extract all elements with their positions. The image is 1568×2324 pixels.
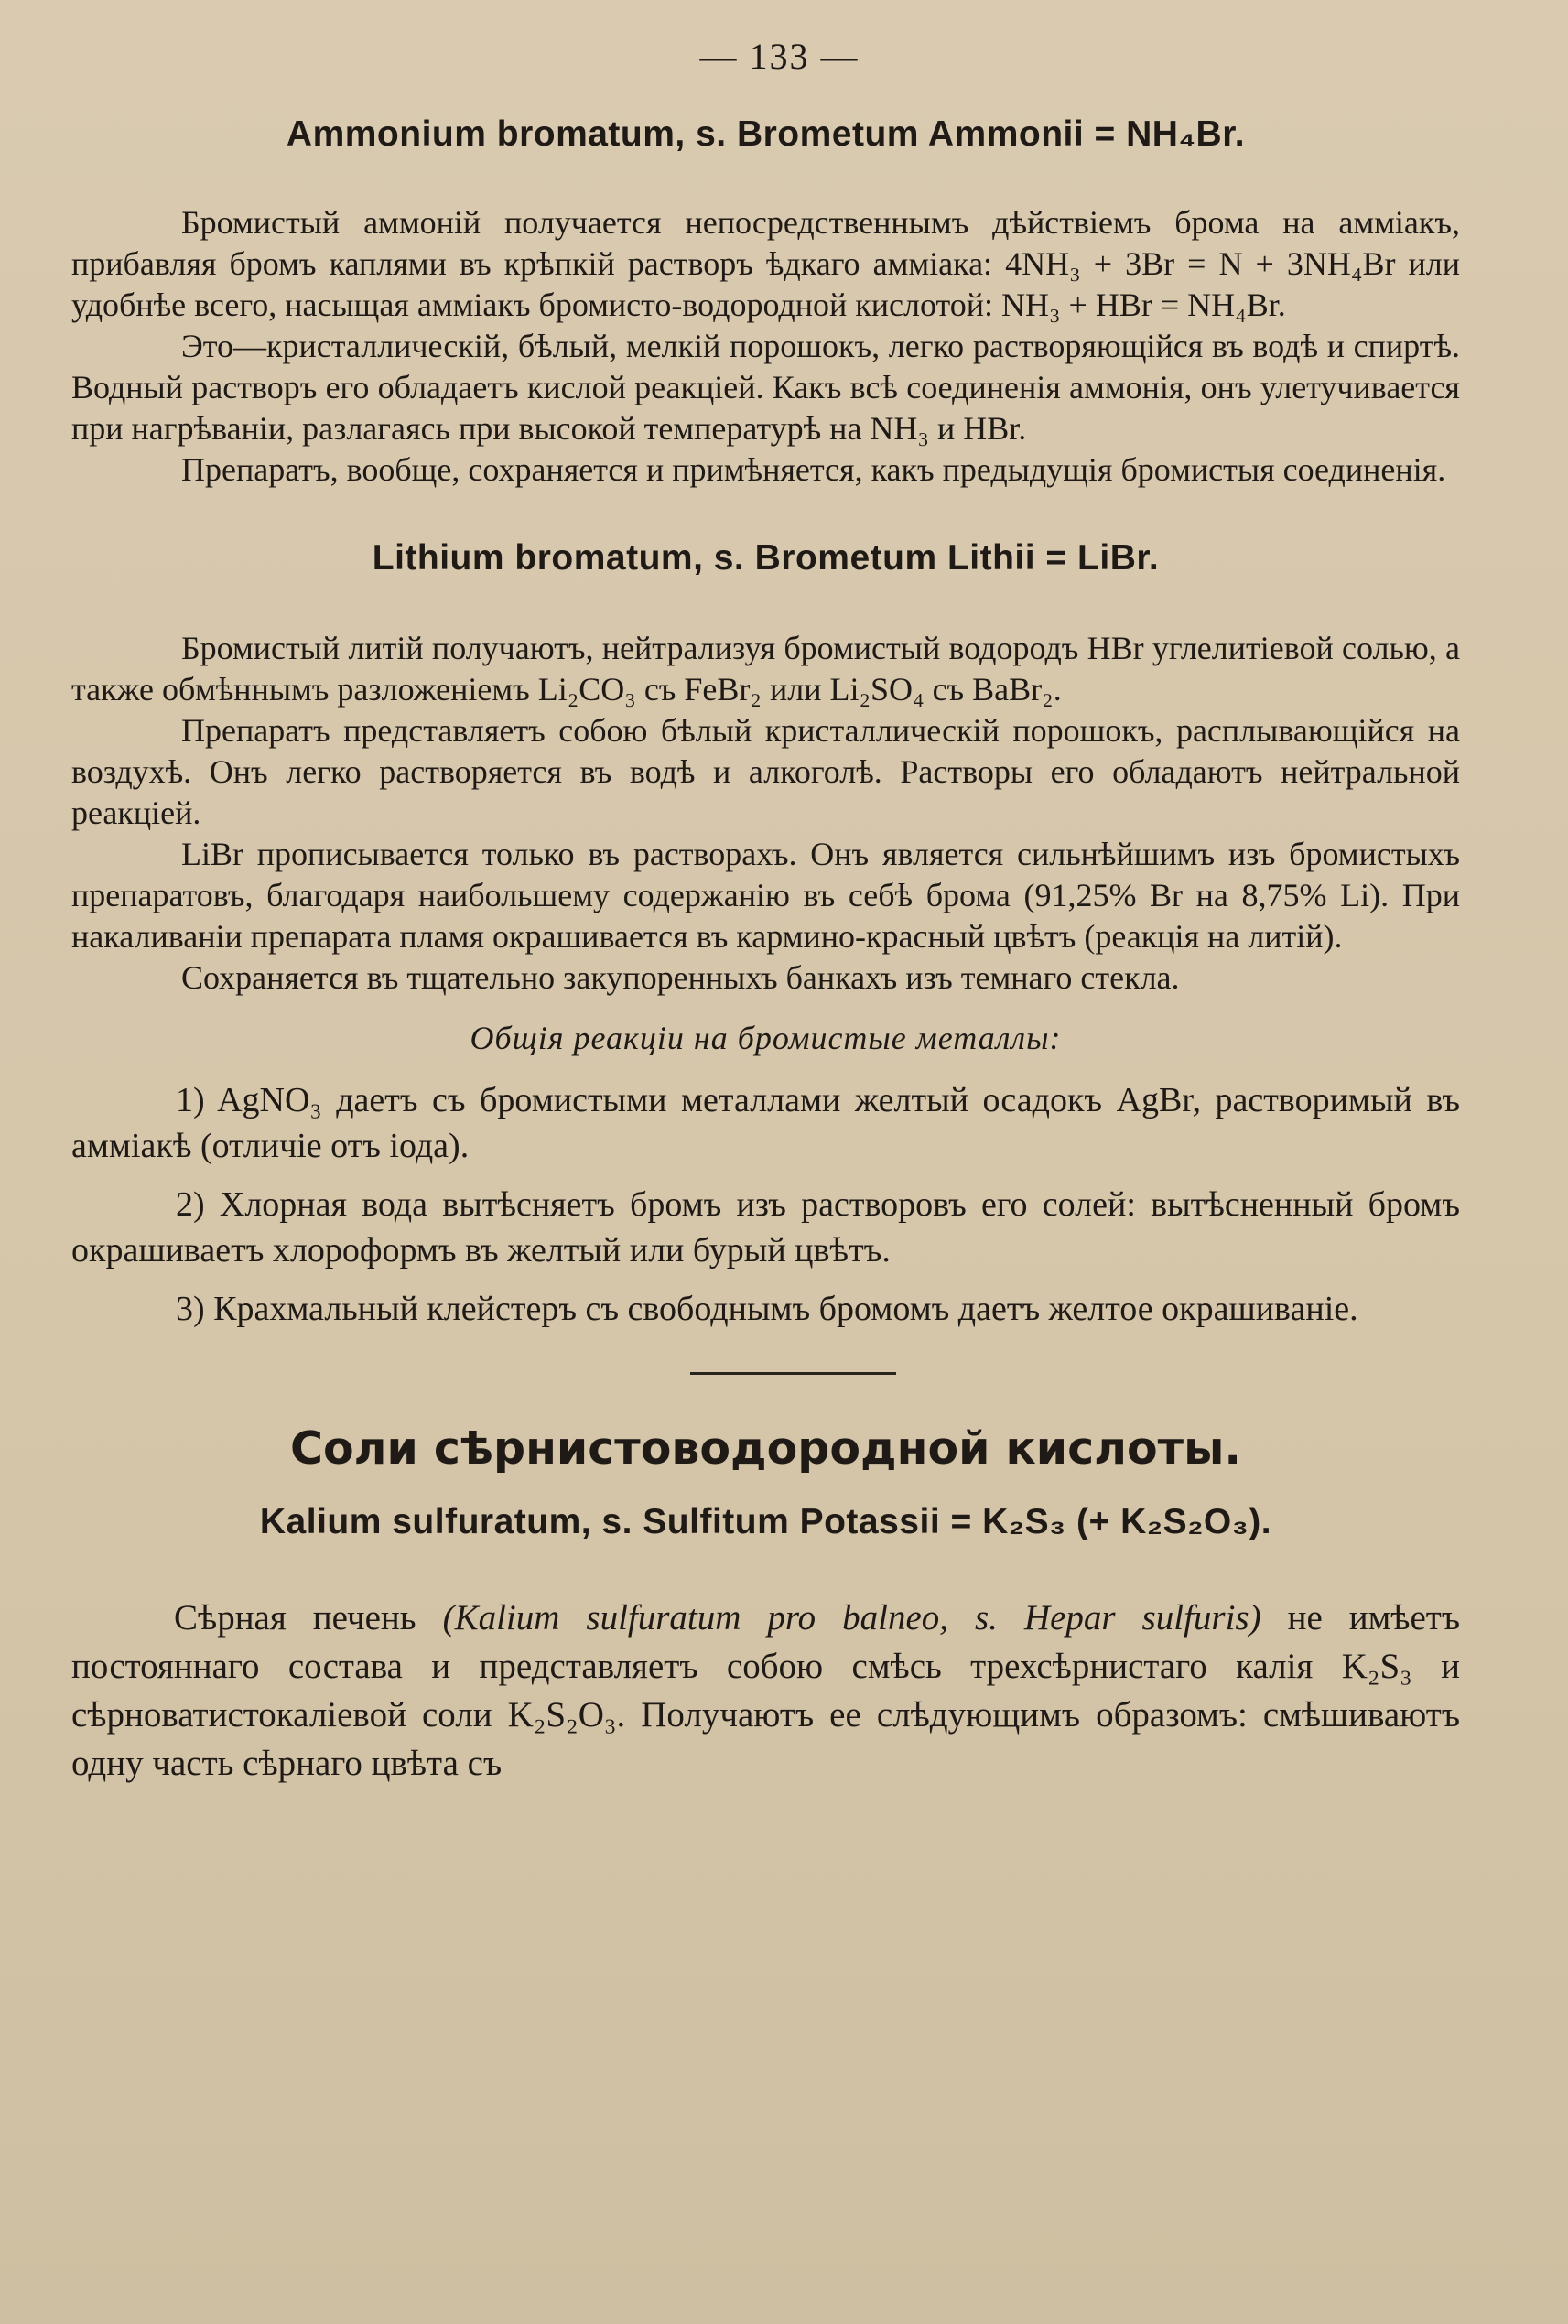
paragraph-lead: Сѣрная печень — [174, 1598, 443, 1638]
paragraph: Это—кристаллическій, бѣлый, мелкій порошокъ, легко растворяющійся въ водѣ и спиртѣ. Водный растворъ его обладаетъ кислой реакціей. Какъ всѣ соединенія аммонія, онъ улетучивается при нагрѣваніи, разлагаясь при высокой температурѣ на NH₃ и HBr. — [71, 328, 1460, 447]
paragraph — [71, 1594, 1460, 1788]
paragraph: Бромистый аммоній получается непосредственнымъ дѣйствіемъ брома на амміакъ, прибавляя бромъ каплями въ крѣпкій растворъ ѣдкаго амміака: 4NH₃ + 3Br = N + 3NH₄Br или удобнѣе всего, насыщая амміакъ бромисто-водородной кислотой: NH₃ + HBr = NH₄Br. — [71, 204, 1460, 323]
reaction-item: 3) Крахмальный клейстеръ съ свободнымъ бромомъ даетъ желтое окрашиваніе. — [176, 1290, 1358, 1328]
reactions-title: Общія реакціи на бромистые металлы: — [470, 1020, 1062, 1056]
reaction-item: 1) AgNO₃ даетъ съ бромистыми металлами желтый осадокъ AgBr, растворимый въ амміакѣ (отличіе отъ іода). — [71, 1081, 1460, 1165]
paragraph: Препаратъ представляетъ собою бѣлый кристаллическій порошокъ, расплывающійся на воздухѣ. Онъ легко растворяется въ водѣ и алкоголѣ. Растворы его обладаютъ нейтральной реакціей. — [71, 712, 1460, 831]
latin-synonyms: (Kalium sulfuratum pro balneo, s. Hepar sulfuris) — [442, 1598, 1261, 1638]
kalium-sulfuratum-text — [71, 1594, 1460, 1788]
paragraph: Препаратъ, вообще, сохраняется и примѣняется, какъ предыдущія бромистыя соединенія. — [181, 451, 1446, 488]
heading-lithium-bromatum: Lithium bromatum, s. Brometum Lithii = LiBr. — [372, 538, 1160, 578]
paragraph: Сохраняется въ тщательно закупоренныхъ банкахъ изъ темнаго стекла. — [181, 959, 1180, 996]
reactions-list — [71, 1077, 1460, 1332]
lithium-bromide-text — [71, 628, 1460, 999]
reaction-item: 2) Хлорная вода вытѣсняетъ бромъ изъ растворовъ его солей: вытѣсненный бромъ окрашиваетъ хлороформъ въ желтый или бурый цвѣтъ. — [71, 1185, 1460, 1270]
ammonium-bromide-text — [71, 202, 1460, 491]
page-number: — 133 — — [699, 36, 860, 77]
paragraph: LiBr прописывается только въ растворахъ. Онъ является сильнѣйшимъ изъ бромистыхъ препаратовъ, благодаря наибольшему содержанію въ себѣ брома (91,25% Br на 8,75% Li). При накаливаніи препарата пламя окрашивается въ кармино-красный цвѣтъ (реакція на литій). — [71, 836, 1460, 955]
paragraph: Бромистый литій получаютъ, нейтрализуя бромистый водородъ HBr углелитіевой солью, а также обмѣннымъ разложеніемъ Li₂CO₃ съ FeBr₂ или Li₂SO₄ съ BaBr₂. — [71, 630, 1460, 708]
section-divider — [690, 1372, 896, 1375]
heading-ammonium-bromatum: Ammonium bromatum, s. Brometum Ammonii = NH₄Br. — [286, 114, 1246, 154]
section-title: Соли сѣрнистоводородной кислоты. — [289, 1422, 1242, 1475]
heading-kalium-sulfuratum: Kalium sulfuratum, s. Sulfitum Potassii = K₂S₃ (+ K₂S₂O₃). — [259, 1502, 1272, 1541]
paragraph-rest: не имѣетъ постояннаго состава и представляетъ собою смѣсь трехсѣрнистаго калія K₂S₃ и сѣрноватистокаліевой соли K₂S₂O₃. Получаютъ ее слѣдующимъ образомъ: смѣшиваютъ одну часть сѣрнаго цвѣта съ — [71, 1598, 1460, 1783]
